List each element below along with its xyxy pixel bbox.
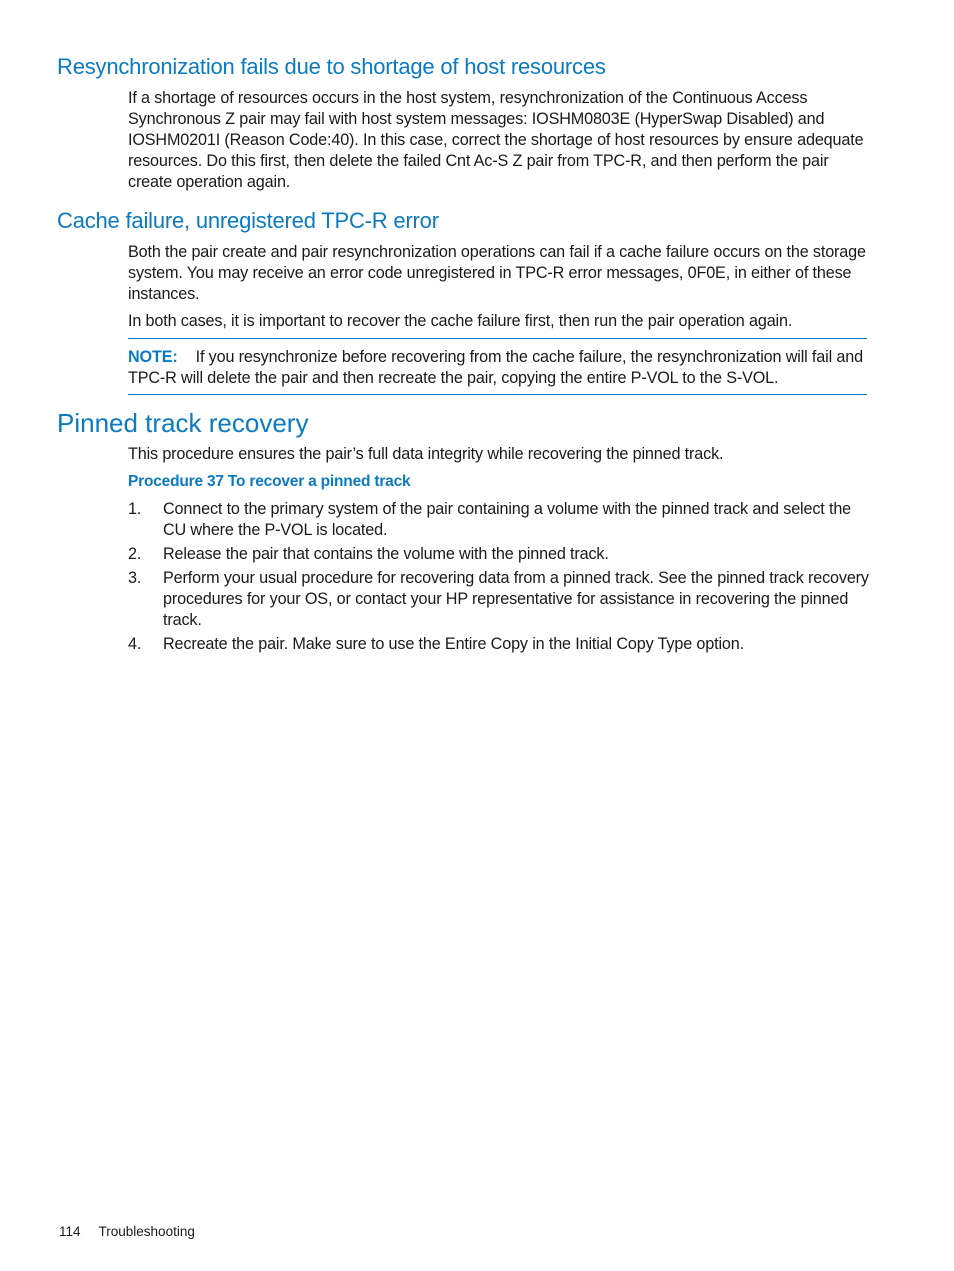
footer-section-name: Troubleshooting bbox=[98, 1224, 195, 1239]
step-number: 3. bbox=[128, 569, 142, 587]
note-text: If you resynchronize before recovering from the cache failure, the resynchronization will fail and TPC-R will delete the pair and then recreate the pair, copying the entire P-VOL to the S-VOL. bbox=[128, 348, 863, 387]
procedure-step bbox=[128, 499, 870, 541]
step-text: Connect to the primary system of the pair containing a volume with the pinned track and select the CU where the P-VOL is located. bbox=[163, 500, 852, 539]
heading-resync-host-resources: Resynchronization fails due to shortage of host resources bbox=[57, 54, 606, 79]
paragraph-cache-failure-2: In both cases, it is important to recover the cache failure first, then run the pair operation again. bbox=[128, 312, 793, 330]
procedure-step bbox=[128, 568, 870, 631]
note-top-rule bbox=[128, 338, 867, 339]
page-number: 114 bbox=[59, 1224, 81, 1239]
step-number: 1. bbox=[128, 500, 142, 518]
step-text: Release the pair that contains the volume with the pinned track. bbox=[163, 545, 609, 563]
paragraph-pinned-intro: This procedure ensures the pair’s full data integrity while recovering the pinned track. bbox=[128, 445, 724, 463]
step-text: Recreate the pair. Make sure to use the Entire Copy in the Initial Copy Type option. bbox=[163, 635, 744, 653]
note-bottom-rule bbox=[128, 394, 867, 395]
step-number: 2. bbox=[128, 545, 142, 563]
procedure-step bbox=[128, 544, 870, 565]
paragraph-cache-failure-1: Both the pair create and pair resynchronization operations can fail if a cache failure occurs on the storage system. You may receive an error code unregistered in TPC-R error messages, 0F0E, in either of these instances. bbox=[128, 243, 866, 303]
procedure-step bbox=[128, 634, 870, 655]
page-footer bbox=[59, 1223, 195, 1241]
paragraph-resync-host-resources: If a shortage of resources occurs in the host system, resynchronization of the Continuous Access Synchronous Z pair may fail with host system messages: IOSHM0803E (HyperSwap Disabled) and IOSHM0201I (Reason Code:40). In this case, correct the shortage of host resources by ensure adequate resources. Do this first, then delete the failed Cnt Ac-S Z pair from TPC-R, and then perform the pair create operation again. bbox=[128, 89, 864, 191]
heading-cache-failure: Cache failure, unregistered TPC-R error bbox=[57, 208, 439, 233]
note-label: NOTE: bbox=[128, 348, 178, 366]
step-text: Perform your usual procedure for recovering data from a pinned track. See the pinned track recovery procedures for your OS, or contact your HP representative for assistance in recovering the pinned track. bbox=[163, 569, 869, 629]
note-block bbox=[128, 347, 873, 389]
step-number: 4. bbox=[128, 635, 142, 653]
procedure-title: Procedure 37 To recover a pinned track bbox=[128, 473, 411, 490]
procedure-steps bbox=[128, 499, 870, 658]
heading-pinned-track-recovery: Pinned track recovery bbox=[57, 408, 309, 438]
